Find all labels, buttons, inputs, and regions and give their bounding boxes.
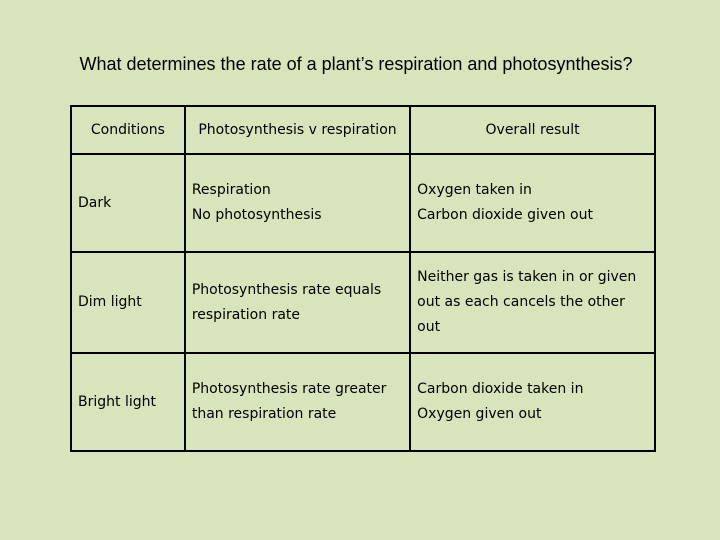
- process-cell: [185, 154, 410, 252]
- result-line: out as each cancels the other: [417, 294, 625, 310]
- process-cell: [185, 252, 410, 353]
- process-line: No photosynthesis: [191, 207, 322, 223]
- table-row: [71, 252, 655, 353]
- result-line: Oxygen given out: [417, 406, 542, 422]
- condition-cell: Dim light: [71, 252, 185, 353]
- result-line: Carbon dioxide taken in: [417, 381, 584, 397]
- result-cell: [410, 252, 655, 353]
- process-line: respiration rate: [191, 306, 300, 323]
- slide-title: What determines the rate of a plant’s respiration and photosynthesis?: [79, 54, 633, 74]
- table-row: [71, 353, 655, 451]
- process-line: Respiration: [191, 182, 271, 198]
- header-overall-result: Overall result: [410, 106, 655, 154]
- result-line: out: [417, 319, 441, 335]
- header-conditions: Conditions: [71, 106, 185, 154]
- process-line: than respiration rate: [191, 406, 337, 422]
- result-cell: [410, 353, 655, 451]
- result-line: Neither gas is taken in or given: [417, 269, 637, 285]
- process-line: Photosynthesis rate equals: [191, 281, 382, 298]
- result-cell: [410, 154, 655, 252]
- table-header-row: [71, 106, 655, 154]
- table-row: [71, 154, 655, 252]
- process-line: Photosynthesis rate greater: [191, 381, 387, 397]
- process-cell: [185, 353, 410, 451]
- condition-cell: Bright light: [71, 353, 185, 451]
- condition-cell: Dark: [71, 154, 185, 252]
- result-line: Carbon dioxide given out: [417, 207, 593, 223]
- result-line: Oxygen taken in: [417, 182, 532, 198]
- header-photosynthesis-v-respiration: Photosynthesis v respiration: [185, 106, 410, 154]
- respiration-photosynthesis-table: [70, 105, 656, 452]
